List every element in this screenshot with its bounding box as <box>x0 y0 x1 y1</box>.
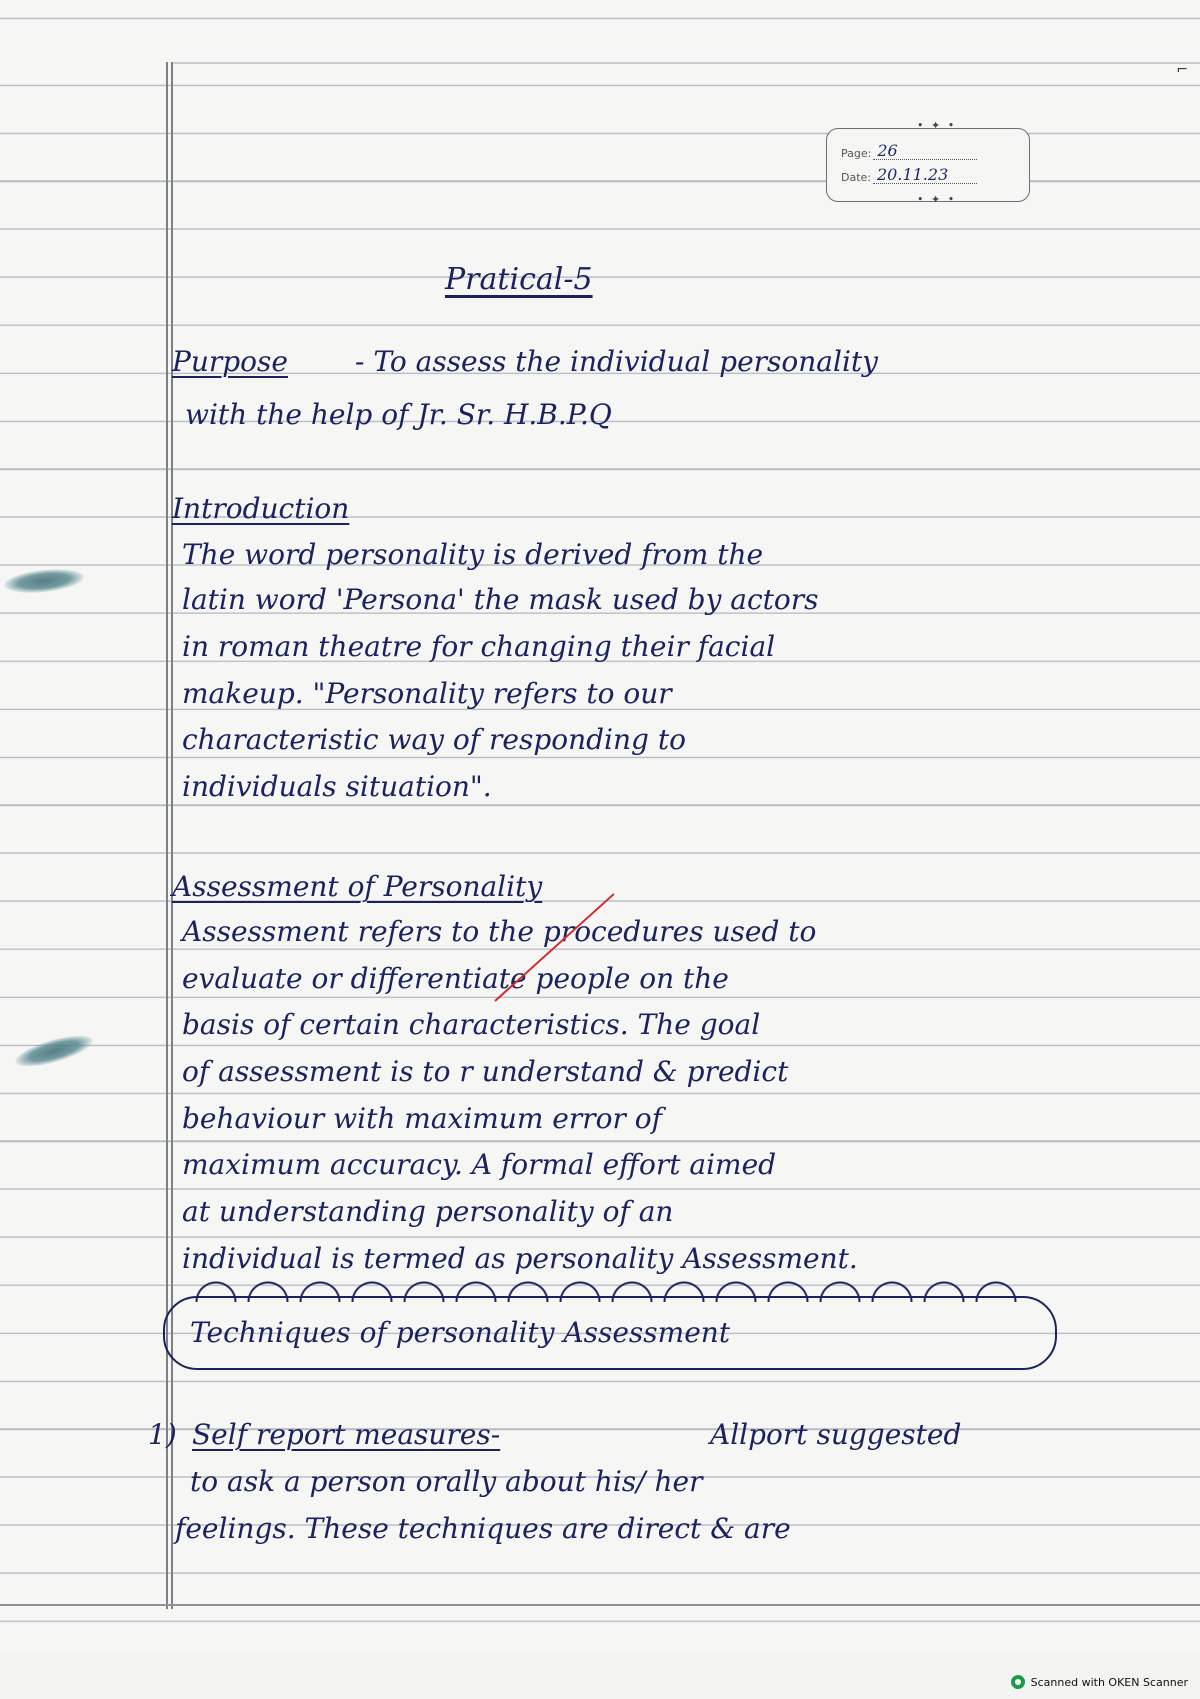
assessment-line: individual is termed as personality Assessment. <box>182 1242 858 1275</box>
self-report-heading: Self report measures- <box>192 1418 501 1451</box>
margin-line-inner <box>171 62 173 1609</box>
scanner-watermark <box>1011 1675 1188 1689</box>
purpose-heading: Purpose <box>172 345 288 378</box>
page-number-value: 26 <box>873 143 977 160</box>
assessment-line: Assessment refers to the procedures used to <box>182 915 817 948</box>
page-bottom-rule <box>0 1604 1200 1606</box>
introduction-heading: Introduction <box>172 492 350 525</box>
assessment-line: evaluate or differentiate people on the <box>182 962 729 995</box>
intro-line: The word personality is derived from the <box>182 538 764 571</box>
margin-line <box>166 62 168 1609</box>
assessment-line: of assessment is to r understand & predict <box>182 1055 789 1088</box>
self-report-line: Allport suggested <box>710 1418 962 1451</box>
intro-line: characteristic way of responding to <box>182 723 686 756</box>
page-date-stamp <box>826 119 1030 206</box>
date-value: 20.11.23 <box>873 167 977 184</box>
intro-line: individuals situation". <box>182 770 492 803</box>
assessment-line: behaviour with maximum error of <box>182 1102 663 1135</box>
scanner-text: Scanned with OKEN Scanner <box>1030 1675 1188 1689</box>
stamp-ornament: • ✦ • <box>917 193 957 206</box>
page-top-rule <box>172 62 1200 64</box>
assessment-line: at understanding personality of an <box>182 1195 674 1228</box>
scanner-logo-icon <box>1011 1675 1025 1689</box>
intro-line: latin word 'Persona' the mask used by actors <box>182 583 819 616</box>
corner-tick-mark: ⌐ <box>1176 62 1188 78</box>
date-row <box>841 167 977 184</box>
assessment-heading: Assessment of Personality <box>172 870 543 903</box>
assessment-line: basis of certain characteristics. The goal <box>182 1008 761 1041</box>
list-number: 1) <box>148 1418 177 1451</box>
page-number-row <box>841 143 977 160</box>
purpose-line-2: with the help of Jr. Sr. H.B.P.Q <box>185 398 612 431</box>
techniques-heading: Techniques of personality Assessment <box>190 1316 731 1349</box>
purpose-line-1: - To assess the individual personality <box>355 345 878 378</box>
self-report-line: to ask a person orally about his/ her <box>190 1465 703 1498</box>
intro-line: makeup. "Personality refers to our <box>182 677 672 710</box>
page-label: Page: <box>841 147 872 160</box>
date-label: Date: <box>841 171 871 184</box>
stamp-ornament: • ✦ • <box>917 119 957 132</box>
page-title: Pratical-5 <box>445 262 593 297</box>
assessment-line: maximum accuracy. A formal effort aimed <box>182 1148 777 1181</box>
self-report-line: feelings. These techniques are direct & are <box>175 1512 791 1545</box>
intro-line: in roman theatre for changing their facial <box>182 630 776 663</box>
